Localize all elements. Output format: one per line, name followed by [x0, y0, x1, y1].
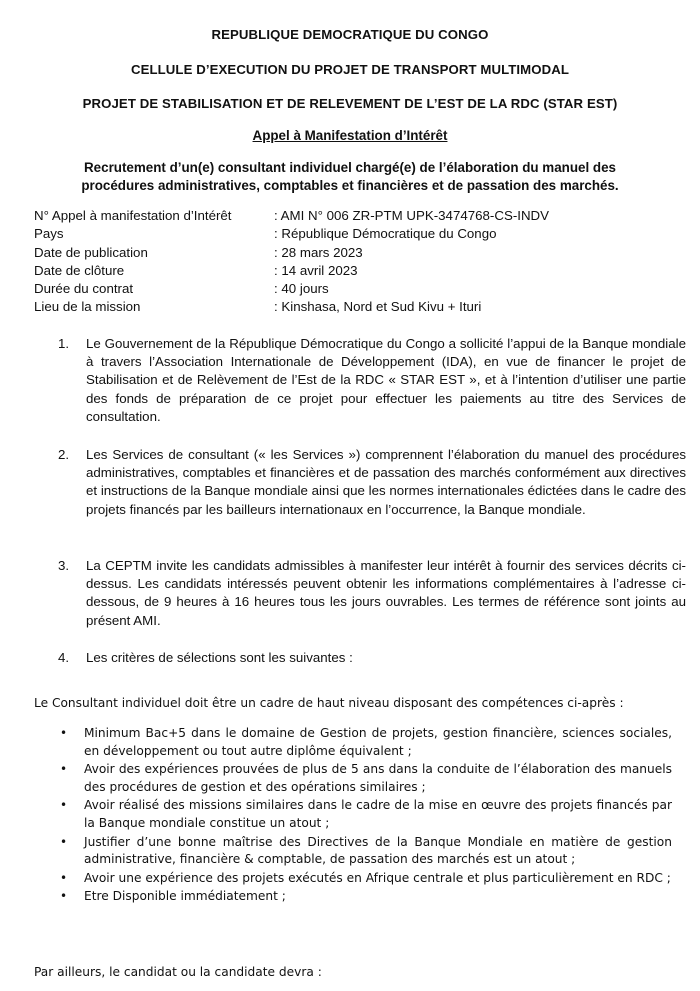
list-item-text: Etre Disponible immédiatement ;: [84, 889, 286, 904]
info-value: : AMI N° 006 ZR-PTM UPK-3474768-CS-INDV: [274, 208, 550, 223]
paragraph-text: La CEPTM invite les candidats admissibles à manifester leur intérêt à fournir des services décrits ci-dessus. Les candidats intéressés peuvent obtenir les informations complémentaires à l’adresse ci-dessous, de 9 heures à 16 heures tous les jours ouvrables. Les termes de référence sont joints au présent AMI.: [86, 558, 686, 628]
bullet-marker: •: [60, 889, 68, 904]
info-row: [34, 262, 674, 280]
info-label: Pays: [34, 226, 64, 242]
info-row: [34, 244, 674, 262]
notice-subject: [40, 159, 660, 195]
paragraph-text: Les critères de sélections sont les suivantes :: [86, 650, 353, 665]
info-value: : 14 avril 2023: [274, 262, 358, 278]
notice-title: Appel à Manifestation d’Intérêt: [252, 128, 448, 143]
list-item: [60, 725, 672, 760]
list-item-text: Minimum Bac+5 dans le domaine de Gestion de projets, gestion financière, sciences sociales, en développement ou tout autre diplôme équivalent ;: [84, 726, 672, 758]
info-table: [34, 207, 674, 317]
bullet-marker: •: [60, 870, 68, 885]
requirements-list: [60, 725, 672, 906]
info-value: : Kinshasa, Nord et Sud Kivu + Ituri: [274, 299, 482, 315]
list-item-text: Avoir réalisé des missions similaires dans le cadre de la mise en œuvre des projets financés par la Banque mondiale constitue un atout ;: [84, 798, 672, 830]
paragraph-text: Les Services de consultant (« les Services ») comprennent l’élaboration du manuel des procédures administratives, comptables et financières et de passation des marchés conformément aux directives et instructions de la Banque mondiale ainsi que les normes internationales édictées dans le cadre des projets financés par les bailleurs internationaux en l’occurrence, la Banque mondiale.: [86, 447, 686, 517]
list-item: [60, 797, 672, 832]
header-project: PROJET DE STABILISATION ET DE RELEVEMENT DE L’EST DE LA RDC (STAR EST): [82, 96, 618, 111]
info-label: Date de clôture: [34, 262, 125, 278]
paragraph-text: Le Gouvernement de la République Démocratique du Congo a sollicité l’appui de la Banque mondiale à travers l’Association Internationale de Développement (IDA), en vue de financer le projet de Stabilisation et de Relèvement de l’Est de la RDC « STAR EST », et à l’intention d’utiliser une partie des fonds de préparation de ce projet pour effectuer les paiements au titre des Services de consultation.: [86, 336, 686, 424]
header-country: REPUBLIQUE DEMOCRATIQUE DU CONGO: [211, 27, 489, 42]
list-item-text: Justifier d’une bonne maîtrise des Directives de la Banque Mondiale en matière de gestion administrative, financière & comptable, de passation des marchés est un atout ;: [84, 834, 672, 867]
bullet-marker: •: [60, 834, 68, 849]
subject-line-1: Recrutement d’un(e) consultant individuel chargé(e) de l’élaboration du manuel des: [84, 160, 616, 175]
info-label: N° Appel à manifestation d’Intérêt: [34, 208, 232, 223]
list-item: [60, 761, 672, 796]
list-item: [60, 888, 672, 906]
info-value: : 40 jours: [274, 281, 329, 297]
bullet-marker: •: [60, 726, 68, 740]
header-agency: CELLULE D’EXECUTION DU PROJET DE TRANSPORT MULTIMODAL: [130, 62, 570, 77]
bullet-marker: •: [60, 762, 68, 777]
paragraph-number: 4.: [58, 650, 70, 665]
bullet-marker: •: [60, 798, 68, 813]
paragraph-number: 3.: [58, 558, 70, 573]
subject-line-2: procédures administratives, comptables et financières et de passation des marchés.: [81, 178, 619, 193]
info-row: [34, 280, 674, 298]
info-row: [34, 225, 674, 243]
info-label: Date de publication: [34, 244, 148, 260]
paragraph-number: 2.: [58, 447, 70, 462]
list-item-text: Avoir des expériences prouvées de plus de 5 ans dans la conduite de l’élaboration des manuels des procédures de gestion et des opérations similaires ;: [84, 762, 672, 794]
list-item: [60, 834, 672, 869]
info-value: : République Démocratique du Congo: [274, 226, 497, 242]
paragraph-number: 1.: [58, 336, 70, 351]
info-value: : 28 mars 2023: [274, 244, 363, 260]
info-label: Durée du contrat: [34, 281, 134, 297]
list-item: [60, 870, 672, 888]
info-row: [34, 207, 674, 225]
consultant-requirements-intro: Le Consultant individuel doit être un cadre de haut niveau disposant des compétences ci-après :: [34, 696, 624, 710]
closing-line: Par ailleurs, le candidat ou la candidate devra :: [34, 965, 322, 979]
info-row: [34, 298, 674, 316]
list-item-text: Avoir une expérience des projets exécutés en Afrique centrale et plus particulièrement en RDC ;: [84, 870, 671, 885]
info-label: Lieu de la mission: [34, 299, 141, 315]
